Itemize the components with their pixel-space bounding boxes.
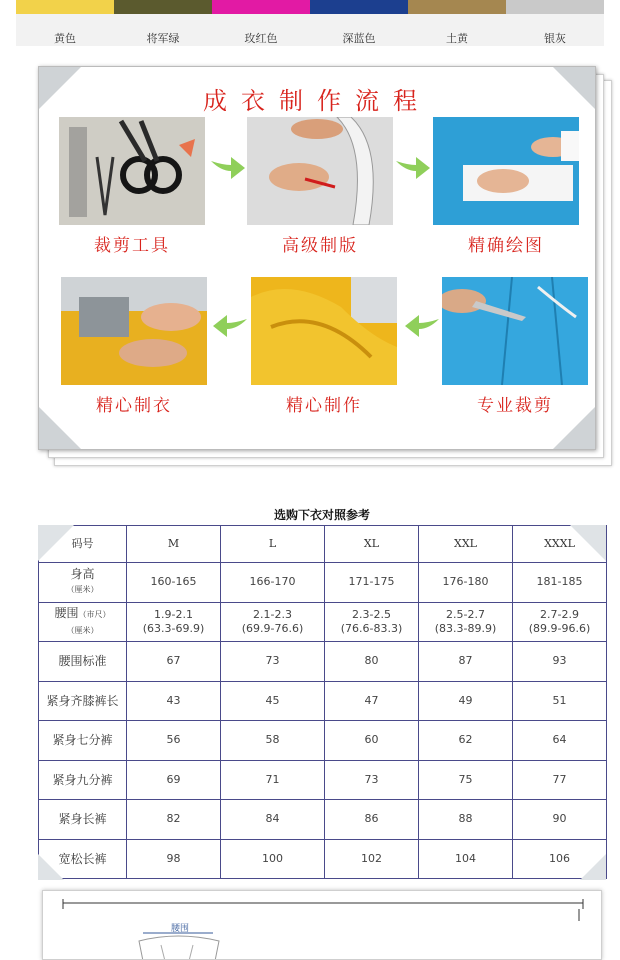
arrow-left-icon bbox=[211, 313, 249, 339]
table-cell: 62 bbox=[419, 721, 513, 761]
table-cell: 102 bbox=[325, 839, 419, 879]
header-cell: M bbox=[127, 526, 221, 563]
swatch-label: 深蓝色 bbox=[342, 32, 376, 45]
table-cell bbox=[419, 602, 513, 642]
step-caption: 高级制版 bbox=[282, 236, 358, 256]
cell-value: 2.7-2.9 bbox=[540, 607, 579, 621]
swatch-label: 黄色 bbox=[54, 32, 76, 45]
table-row bbox=[39, 839, 607, 879]
row-label-unit: （厘米） bbox=[66, 625, 99, 635]
table-cell bbox=[127, 602, 221, 642]
table-row bbox=[39, 800, 607, 840]
swatch-yellow[interactable] bbox=[16, 0, 114, 14]
table-cell: 73 bbox=[221, 642, 325, 682]
pants-diagram bbox=[43, 891, 602, 960]
swatch-silver-gray[interactable] bbox=[506, 0, 604, 14]
step-caption: 裁剪工具 bbox=[94, 236, 170, 256]
table-cell: 64 bbox=[513, 721, 607, 761]
table-cell: 93 bbox=[513, 642, 607, 682]
careful-sewing-photo bbox=[61, 277, 207, 385]
pattern-making-photo bbox=[247, 117, 393, 225]
row-label: 紧身齐膝裤长 bbox=[39, 681, 127, 721]
production-process-card bbox=[38, 66, 596, 450]
table-cell: 51 bbox=[513, 681, 607, 721]
table-cell: 106 bbox=[513, 839, 607, 879]
row-label bbox=[39, 602, 127, 642]
table-cell: 49 bbox=[419, 681, 513, 721]
step-caption: 精心制作 bbox=[286, 396, 362, 416]
table-cell bbox=[325, 602, 419, 642]
table-row bbox=[39, 760, 607, 800]
table-row bbox=[39, 721, 607, 761]
cell-value-secondary: (83.3-89.9) bbox=[434, 621, 497, 635]
table-cell: 88 bbox=[419, 800, 513, 840]
table-title: 选购下衣对照参考 bbox=[273, 508, 370, 522]
cell-value: 2.1-2.3 bbox=[253, 607, 292, 621]
table-cell: 176-180 bbox=[419, 563, 513, 603]
step-pattern-making bbox=[247, 117, 393, 256]
row-label bbox=[39, 563, 127, 603]
table-cell: 60 bbox=[325, 721, 419, 761]
step-careful-sewing bbox=[61, 277, 207, 416]
swatch-labels bbox=[16, 30, 604, 46]
table-row bbox=[39, 602, 607, 642]
process-title: 成衣制作流程 bbox=[203, 87, 431, 115]
row-label-unit: （市尺） bbox=[78, 609, 111, 619]
swatch-rose-red[interactable] bbox=[212, 0, 310, 14]
row-label-text: 腰围 bbox=[54, 605, 79, 620]
table-cell: 100 bbox=[221, 839, 325, 879]
cell-value-secondary: (89.9-96.6) bbox=[528, 621, 591, 635]
step-cutting-tools bbox=[59, 117, 205, 256]
cutting-tools-photo bbox=[59, 117, 205, 225]
table-cell: 104 bbox=[419, 839, 513, 879]
table-cell: 67 bbox=[127, 642, 221, 682]
swatch-label: 将军绿 bbox=[146, 32, 180, 45]
table-cell: 82 bbox=[127, 800, 221, 840]
table-cell: 77 bbox=[513, 760, 607, 800]
cell-value: 2.3-2.5 bbox=[352, 607, 391, 621]
swatch-label: 土黄 bbox=[446, 32, 468, 45]
waist-label: 腰围 bbox=[171, 924, 190, 934]
table-cell: 75 bbox=[419, 760, 513, 800]
table-cell bbox=[513, 602, 607, 642]
row-label: 腰围标准 bbox=[39, 642, 127, 682]
table-cell: 47 bbox=[325, 681, 419, 721]
table-cell: 160-165 bbox=[127, 563, 221, 603]
table-cell: 87 bbox=[419, 642, 513, 682]
table-cell: 43 bbox=[127, 681, 221, 721]
table-cell: 71 bbox=[221, 760, 325, 800]
arrow-left-icon bbox=[403, 313, 441, 339]
swatch-row bbox=[16, 0, 604, 14]
step-caption: 精心制衣 bbox=[96, 396, 172, 416]
header-cell: 码号 bbox=[39, 526, 127, 563]
table-row bbox=[39, 563, 607, 603]
table-cell: 98 bbox=[127, 839, 221, 879]
cell-value: 2.5-2.7 bbox=[446, 607, 485, 621]
cell-value-secondary: (69.9-76.6) bbox=[241, 621, 304, 635]
table-cell: 69 bbox=[127, 760, 221, 800]
table-header-row bbox=[39, 526, 607, 563]
table-cell: 58 bbox=[221, 721, 325, 761]
header-cell: XXXL bbox=[513, 526, 607, 563]
table-cell: 90 bbox=[513, 800, 607, 840]
row-label: 紧身七分裤 bbox=[39, 721, 127, 761]
measurement-diagram-panel bbox=[42, 890, 602, 960]
swatch-label: 银灰 bbox=[544, 32, 566, 45]
table-row bbox=[39, 681, 607, 721]
table-cell: 171-175 bbox=[325, 563, 419, 603]
precise-drawing-photo bbox=[433, 117, 579, 225]
corner-fold bbox=[38, 525, 74, 561]
swatch-navy[interactable] bbox=[310, 0, 408, 14]
step-professional-cutting bbox=[442, 277, 588, 416]
table-cell: 166-170 bbox=[221, 563, 325, 603]
step-caption: 精确绘图 bbox=[468, 236, 544, 256]
size-table-grid bbox=[38, 525, 607, 879]
careful-making-photo bbox=[251, 277, 397, 385]
step-precise-drawing bbox=[433, 117, 579, 256]
swatch-label: 玫红色 bbox=[244, 32, 278, 45]
arrow-right-icon bbox=[394, 155, 432, 181]
row-label: 紧身长裤 bbox=[39, 800, 127, 840]
row-label-text: 身高 bbox=[70, 567, 95, 582]
table-cell: 80 bbox=[325, 642, 419, 682]
table-cell: 181-185 bbox=[513, 563, 607, 603]
swatch-army-green[interactable] bbox=[114, 0, 212, 14]
header-cell: XXL bbox=[419, 526, 513, 563]
swatch-khaki[interactable] bbox=[408, 0, 506, 14]
row-label: 宽松长裤 bbox=[39, 839, 127, 879]
cell-value: 1.9-2.1 bbox=[154, 607, 193, 621]
professional-cutting-photo bbox=[442, 277, 588, 385]
corner-fold bbox=[570, 525, 606, 561]
table-cell bbox=[221, 602, 325, 642]
row-label: 紧身九分裤 bbox=[39, 760, 127, 800]
table-row bbox=[39, 642, 607, 682]
header-cell: L bbox=[221, 526, 325, 563]
table-cell: 56 bbox=[127, 721, 221, 761]
step-careful-making bbox=[251, 277, 397, 416]
table-cell: 45 bbox=[221, 681, 325, 721]
corner-fold bbox=[38, 854, 64, 880]
table-cell: 73 bbox=[325, 760, 419, 800]
header-cell: XL bbox=[325, 526, 419, 563]
arrow-right-icon bbox=[209, 155, 247, 181]
size-reference-table bbox=[38, 505, 606, 880]
cell-value-secondary: (76.6-83.3) bbox=[340, 621, 403, 635]
step-caption: 专业裁剪 bbox=[477, 396, 553, 416]
color-swatch-strip bbox=[16, 0, 604, 46]
corner-fold bbox=[580, 854, 606, 880]
row-label-unit: （厘米） bbox=[66, 585, 99, 595]
table-cell: 86 bbox=[325, 800, 419, 840]
table-cell: 84 bbox=[221, 800, 325, 840]
cell-value-secondary: (63.3-69.9) bbox=[142, 621, 205, 635]
